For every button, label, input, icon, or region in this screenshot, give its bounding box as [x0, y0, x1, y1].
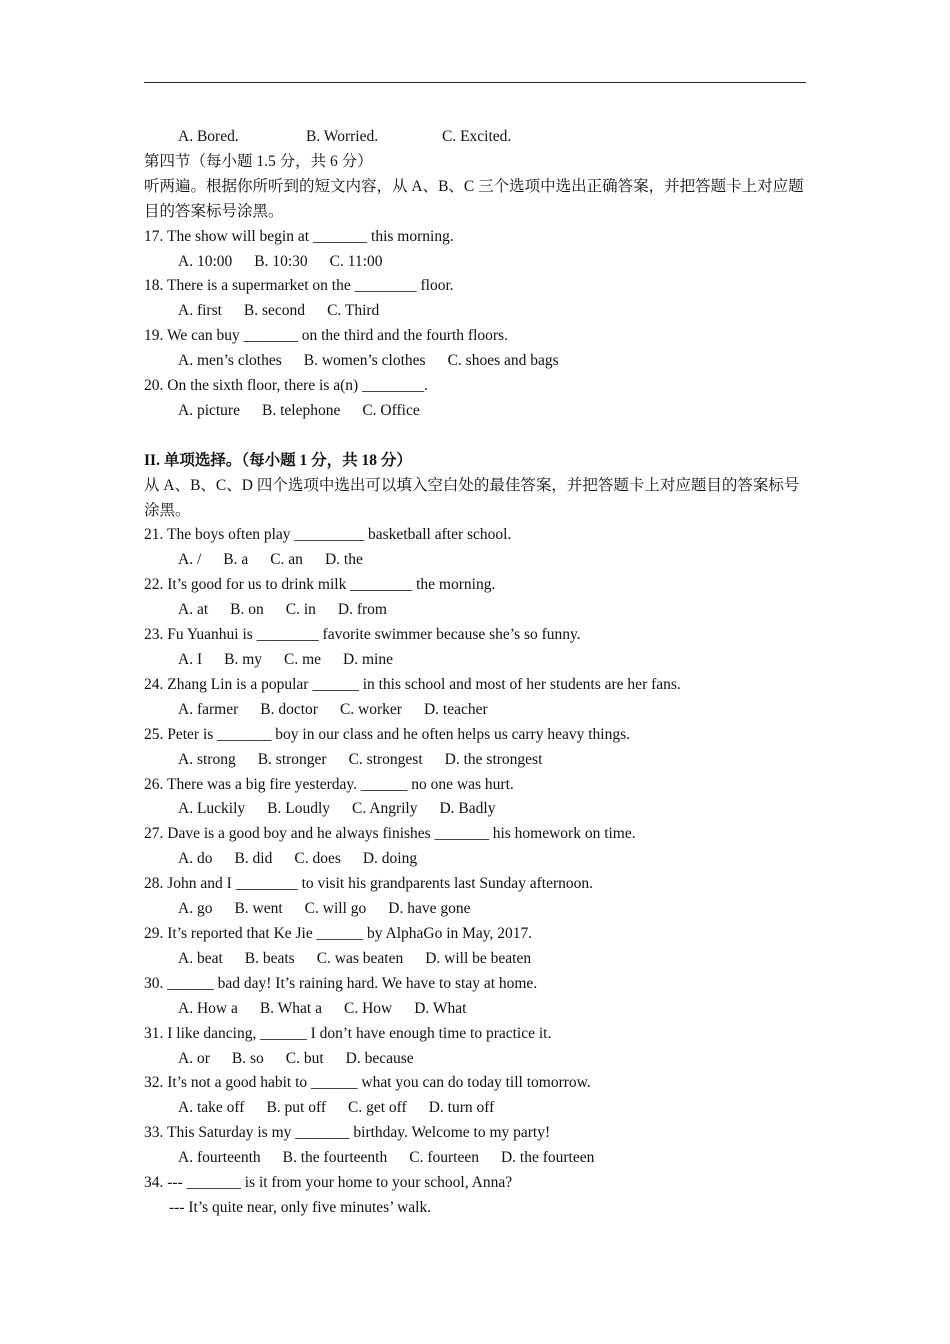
question-options [144, 997, 808, 1022]
option: B. went [234, 900, 283, 918]
option: B. the fourteenth [282, 1149, 388, 1167]
question-stem: 20. On the sixth floor, there is a(n) ________. [144, 377, 428, 395]
option: A. Bored. [178, 128, 239, 145]
option: A. How a [178, 999, 238, 1017]
question-response: --- It’s quite near, only five minutes’ walk. [169, 1198, 432, 1216]
option: D. because [345, 1049, 414, 1067]
option: B. Worried. [306, 128, 379, 145]
option: C. will go [304, 900, 367, 918]
option: B. stronger [257, 750, 327, 768]
option: D. doing [362, 850, 418, 868]
option: B. second [243, 302, 306, 320]
option: A. at [178, 601, 209, 619]
option: B. doctor [260, 700, 318, 718]
option: C. worker [339, 700, 402, 718]
question-stem: 24. Zhang Lin is a popular ______ in this school and most of her students are her fans. [144, 675, 681, 693]
option: B. beats [244, 949, 295, 967]
option: D. mine [343, 651, 393, 669]
question-stem: 26. There was a big fire yesterday. ______ no one was hurt. [144, 775, 514, 793]
question-stem: 17. The show will begin at _______ this morning. [144, 227, 454, 245]
option: C. Third [327, 302, 380, 320]
question-stem: 25. Peter is _______ boy in our class and he often helps us carry heavy things. [144, 725, 631, 743]
option: C. an [270, 551, 303, 569]
option: B. did [234, 850, 273, 868]
option: A. / [178, 551, 202, 569]
option: D. teacher [423, 700, 488, 718]
question-stem: 34. --- _______ is it from your home to your school, Anna? [144, 1174, 513, 1192]
option: D. from [337, 601, 387, 619]
option: B. What a [259, 999, 322, 1017]
option: A. or [178, 1049, 210, 1067]
question-stem: 28. John and I ________ to visit his grandparents last Sunday afternoon. [144, 875, 594, 893]
question-stem: 23. Fu Yuanhui is ________ favorite swimmer because she’s so funny. [144, 626, 581, 644]
option: B. a [223, 551, 249, 569]
option: A. I [178, 651, 203, 669]
question-options [144, 299, 808, 324]
part2-title: II. 单项选择。（每小题 1 分，共 18 分） [144, 451, 412, 469]
exam-page [144, 125, 808, 1221]
option: D. will be beaten [425, 949, 532, 967]
option: D. have gone [388, 900, 471, 918]
option: C. 11:00 [329, 252, 383, 270]
question-stem: 29. It’s reported that Ke Jie ______ by AlphaGo in May, 2017. [144, 924, 533, 942]
option: A. beat [178, 949, 223, 967]
question-options [144, 548, 808, 573]
option: B. Loudly [267, 800, 331, 818]
section4-questions [144, 225, 808, 424]
option: D. What [414, 999, 467, 1017]
option: D. the [324, 551, 363, 569]
question-options [144, 349, 808, 374]
q16-options [144, 125, 808, 150]
option: B. on [230, 601, 264, 619]
question-options [144, 847, 808, 872]
question-options [144, 399, 808, 424]
question-options [144, 748, 808, 773]
question-stem: 21. The boys often play _________ basketball after school. [144, 526, 512, 544]
option: C. but [285, 1049, 324, 1067]
header-rule [144, 82, 806, 83]
option: C. Office [362, 401, 420, 419]
option: C. get off [348, 1099, 407, 1117]
option: A. picture [178, 401, 240, 419]
question-stem: 27. Dave is a good boy and he always finishes _______ his homework on time. [144, 825, 636, 843]
question-options [144, 797, 808, 822]
option: C. does [294, 850, 341, 868]
question-stem: 32. It’s not a good habit to ______ what you can do today till tomorrow. [144, 1074, 591, 1092]
option: A. go [178, 900, 213, 918]
option: B. my [224, 651, 263, 669]
option: B. telephone [261, 401, 341, 419]
option: A. fourteenth [178, 1149, 261, 1167]
option: D. the strongest [444, 750, 543, 768]
option: C. was beaten [316, 949, 404, 967]
option: C. shoes and bags [447, 352, 559, 370]
question-options [144, 648, 808, 673]
question-options [144, 598, 808, 623]
option: A. Luckily [178, 800, 246, 818]
option: C. in [285, 601, 316, 619]
option: A. take off [178, 1099, 245, 1117]
option: C. me [284, 651, 322, 669]
section4-instruction: 听两遍。根据你所听到的短文内容，从 A、B、C 三个选项中选出正确答案，并把答题卡上对应题目的答案标号涂黑。 [144, 177, 804, 220]
option: C. How [343, 999, 393, 1017]
question-options [144, 250, 808, 275]
question-stem: 31. I like dancing, ______ I don’t have enough time to practice it. [144, 1024, 552, 1042]
option: A. strong [178, 750, 236, 768]
option: D. the fourteen [500, 1149, 595, 1167]
option: C. Angrily [352, 800, 418, 818]
section4-title: 第四节（每小题 1.5 分，共 6 分） [144, 152, 373, 170]
option: C. fourteen [409, 1149, 479, 1167]
question-stem: 18. There is a supermarket on the ________ floor. [144, 277, 454, 295]
question-options [144, 1146, 808, 1171]
option: A. men’s clothes [178, 352, 282, 370]
part2-instruction: 从 A、B、C、D 四个选项中选出可以填入空白处的最佳答案，并把答题卡上对应题目的答案标号涂黑。 [144, 476, 800, 519]
question-options [144, 947, 808, 972]
spacer [144, 424, 808, 449]
question-stem: 19. We can buy _______ on the third and the fourth floors. [144, 327, 508, 345]
option: D. turn off [428, 1099, 495, 1117]
option: A. first [178, 302, 222, 320]
question-options [144, 698, 808, 723]
option: A. 10:00 [178, 252, 233, 270]
option: C. strongest [348, 750, 423, 768]
option: A. farmer [178, 700, 239, 718]
option: B. so [231, 1049, 264, 1067]
part2-questions [144, 523, 808, 1220]
option: C. Excited. [442, 128, 512, 145]
question-stem: 22. It’s good for us to drink milk ________ the morning. [144, 576, 496, 594]
question-options [144, 1047, 808, 1072]
option: B. 10:30 [254, 252, 308, 270]
question-stem: 30. ______ bad day! It’s raining hard. We have to stay at home. [144, 974, 538, 992]
option: A. do [178, 850, 213, 868]
option: B. put off [266, 1099, 327, 1117]
question-options [144, 1096, 808, 1121]
option: B. women’s clothes [303, 352, 426, 370]
question-options [144, 897, 808, 922]
option: D. Badly [439, 800, 496, 818]
question-stem: 33. This Saturday is my _______ birthday. Welcome to my party! [144, 1124, 551, 1142]
